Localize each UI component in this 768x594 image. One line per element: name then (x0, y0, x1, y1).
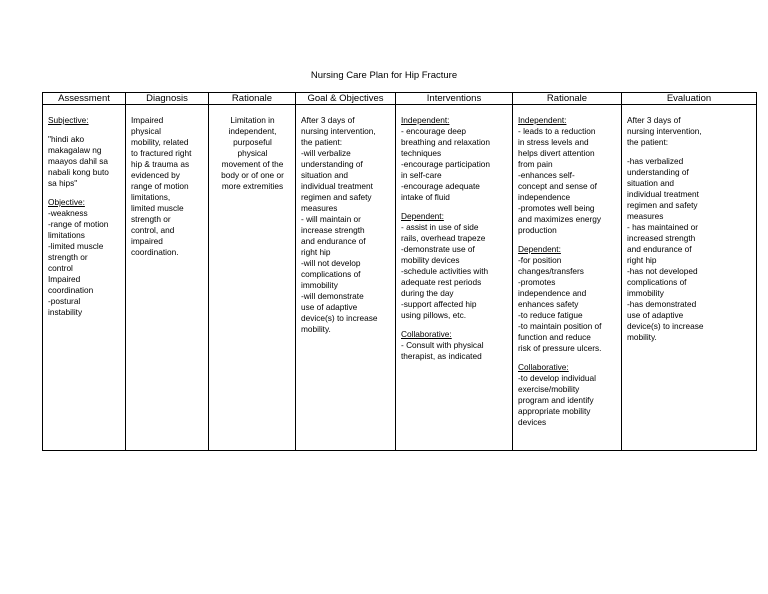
text-line: and endurance of (627, 244, 692, 254)
text-line: control, and (131, 225, 175, 235)
text-line: control (48, 263, 73, 273)
text-line: -will demonstrate (301, 291, 364, 301)
text-line: device(s) to increase (627, 321, 704, 331)
objective-heading: Objective: (48, 197, 85, 207)
text-line: purposeful (233, 137, 272, 147)
text-line: movement of the (221, 159, 284, 169)
text-line: Limitation in (230, 115, 275, 125)
evaluation-items (627, 156, 752, 343)
diagnosis-cell (126, 105, 209, 451)
care-plan-table (42, 92, 757, 451)
text-line: situation and (301, 170, 349, 180)
text-line: maayos dahil sa (48, 156, 108, 166)
text-line: strength or (131, 214, 171, 224)
text-line: sa hips" (48, 178, 78, 188)
text-line: independent, (228, 126, 277, 136)
text-line: - Consult with physical (401, 340, 484, 350)
text-line: and maximizes energy (518, 214, 602, 224)
header-interventions: Interventions (396, 93, 513, 105)
text-line: more extremities (221, 181, 284, 191)
text-line: complications of (627, 277, 687, 287)
text-line: nursing intervention, (627, 126, 702, 136)
subjective-heading: Subjective: (48, 115, 89, 125)
text-line: limitations (48, 230, 85, 240)
rationale-dependent (518, 255, 617, 354)
subjective-text (48, 134, 121, 189)
interventions-independent-heading: Independent: (401, 115, 450, 125)
text-line: and endurance of (301, 236, 366, 246)
text-line: measures (627, 211, 664, 221)
goals-text (301, 115, 391, 335)
text-line: -to maintain position of (518, 321, 602, 331)
header-rationale: Rationale (209, 93, 296, 105)
text-line: intake of fluid (401, 192, 450, 202)
interventions-collaborative-heading: Collaborative: (401, 329, 452, 339)
text-line: -postural (48, 296, 81, 306)
text-line: nursing intervention, (301, 126, 376, 136)
text-line: -will not develop (301, 258, 361, 268)
text-line: appropriate mobility (518, 406, 591, 416)
text-line: production (518, 225, 557, 235)
text-line: immobility (627, 288, 664, 298)
text-line: - has maintained or (627, 222, 699, 232)
text-line: concept and sense of (518, 181, 597, 191)
interventions-dependent (401, 222, 508, 321)
header-assessment: Assessment (43, 93, 126, 105)
text-line: helps divert attention (518, 148, 595, 158)
document-title: Nursing Care Plan for Hip Fracture (310, 70, 458, 81)
text-line: coordination. (131, 247, 179, 257)
text-line: Impaired (48, 274, 81, 284)
text-line: body or of one or (221, 170, 284, 180)
text-line: mobility. (627, 332, 657, 342)
text-line: changes/transfers (518, 266, 584, 276)
text-line: -demonstrate use of (401, 244, 475, 254)
rationale-text (214, 115, 291, 192)
rationale-independent-heading: Independent: (518, 115, 567, 125)
table-header-row (43, 93, 757, 105)
table-row (43, 105, 757, 451)
text-line: coordination (48, 285, 94, 295)
text-line: individual treatment (627, 189, 699, 199)
text-line: -to develop individual (518, 373, 596, 383)
text-line: use of adaptive (627, 310, 684, 320)
text-line: -for position (518, 255, 562, 265)
text-line: evidenced by (131, 170, 180, 180)
text-line: -schedule activities with (401, 266, 489, 276)
text-line: enhances safety (518, 299, 579, 309)
text-line: to fractured right (131, 148, 192, 158)
text-line: right hip (627, 255, 657, 265)
text-line: use of adaptive (301, 302, 358, 312)
interventions-independent (401, 126, 508, 203)
text-line: mobility devices (401, 255, 460, 265)
text-line: -support affected hip (401, 299, 477, 309)
text-line: regimen and safety (301, 192, 372, 202)
text-line: individual treatment (301, 181, 373, 191)
text-line: exercise/mobility (518, 384, 580, 394)
text-line: impaired (131, 236, 163, 246)
assessment-cell (43, 105, 126, 451)
text-line: After 3 days of (627, 115, 681, 125)
interventions-cell (396, 105, 513, 451)
text-line: situation and (627, 178, 675, 188)
text-line: mobility. (301, 324, 331, 334)
text-line: - will maintain or (301, 214, 361, 224)
text-line: from pain (518, 159, 553, 169)
header-rationale-2: Rationale (513, 93, 622, 105)
text-line: program and identify (518, 395, 594, 405)
text-line: function and reduce (518, 332, 591, 342)
text-line: rails, overhead trapeze (401, 233, 486, 243)
text-line: in self-care (401, 170, 442, 180)
text-line: risk of pressure ulcers. (518, 343, 602, 353)
rationale-cell (209, 105, 296, 451)
text-line: -promotes well being (518, 203, 595, 213)
text-line: -has verbalized (627, 156, 684, 166)
text-line: independence (518, 192, 571, 202)
text-line: After 3 days of (301, 115, 355, 125)
text-line: - leads to a reduction (518, 126, 596, 136)
text-line: -has not developed (627, 266, 698, 276)
text-line: -promotes (518, 277, 556, 287)
text-line: instability (48, 307, 83, 317)
text-line: breathing and relaxation (401, 137, 491, 147)
text-line: Impaired (131, 115, 164, 125)
text-line: -encourage participation (401, 159, 491, 169)
text-line: -limited muscle (48, 241, 104, 251)
text-line: devices (518, 417, 547, 427)
text-line: limited muscle (131, 203, 184, 213)
text-line: using pillows, etc. (401, 310, 467, 320)
text-line: during the day (401, 288, 454, 298)
text-line: regimen and safety (627, 200, 698, 210)
text-line: adequate rest periods (401, 277, 482, 287)
text-line: the patient: (627, 137, 669, 147)
text-line: complications of (301, 269, 361, 279)
rationale-collaborative (518, 373, 617, 428)
evaluation-intro (627, 115, 752, 148)
text-line: -has demonstrated (627, 299, 697, 309)
header-evaluation: Evaluation (622, 93, 757, 105)
text-line: immobility (301, 280, 338, 290)
text-line: increase strength (301, 225, 365, 235)
text-line: "hindi ako (48, 134, 85, 144)
text-line: - encourage deep (401, 126, 467, 136)
text-line: right hip (301, 247, 331, 257)
text-line: understanding of (301, 159, 363, 169)
text-line: measures (301, 203, 338, 213)
header-goals: Goal & Objectives (296, 93, 396, 105)
text-line: makagalaw ng (48, 145, 102, 155)
header-diagnosis: Diagnosis (126, 93, 209, 105)
text-line: -encourage adequate (401, 181, 480, 191)
text-line: hip & trauma as (131, 159, 190, 169)
text-line: device(s) to increase (301, 313, 378, 323)
text-line: increased strength (627, 233, 696, 243)
interventions-dependent-heading: Dependent: (401, 211, 444, 221)
text-line: -weakness (48, 208, 88, 218)
text-line: in stress levels and (518, 137, 589, 147)
text-line: understanding of (627, 167, 689, 177)
text-line: therapist, as indicated (401, 351, 482, 361)
evaluation-cell (622, 105, 757, 451)
text-line: -to reduce fatigue (518, 310, 583, 320)
text-line: -will verbalize (301, 148, 351, 158)
text-line: nabali kong buto (48, 167, 109, 177)
rationale-collaborative-heading: Collaborative: (518, 362, 569, 372)
rationale-2-cell (513, 105, 622, 451)
text-line: - assist in use of side (401, 222, 479, 232)
text-line: range of motion (131, 181, 189, 191)
text-line: physical (131, 126, 161, 136)
text-line: limitations, (131, 192, 171, 202)
text-line: techniques (401, 148, 442, 158)
text-line: strength or (48, 252, 88, 262)
text-line: independence and (518, 288, 587, 298)
goals-cell (296, 105, 396, 451)
objective-text (48, 208, 121, 318)
text-line: -range of motion (48, 219, 109, 229)
text-line: the patient: (301, 137, 343, 147)
rationale-independent (518, 126, 617, 236)
text-line: physical (237, 148, 268, 158)
text-line: mobility, related (131, 137, 189, 147)
diagnosis-text (131, 115, 204, 258)
text-line: -enhances self- (518, 170, 575, 180)
interventions-collaborative (401, 340, 508, 362)
rationale-dependent-heading: Dependent: (518, 244, 561, 254)
